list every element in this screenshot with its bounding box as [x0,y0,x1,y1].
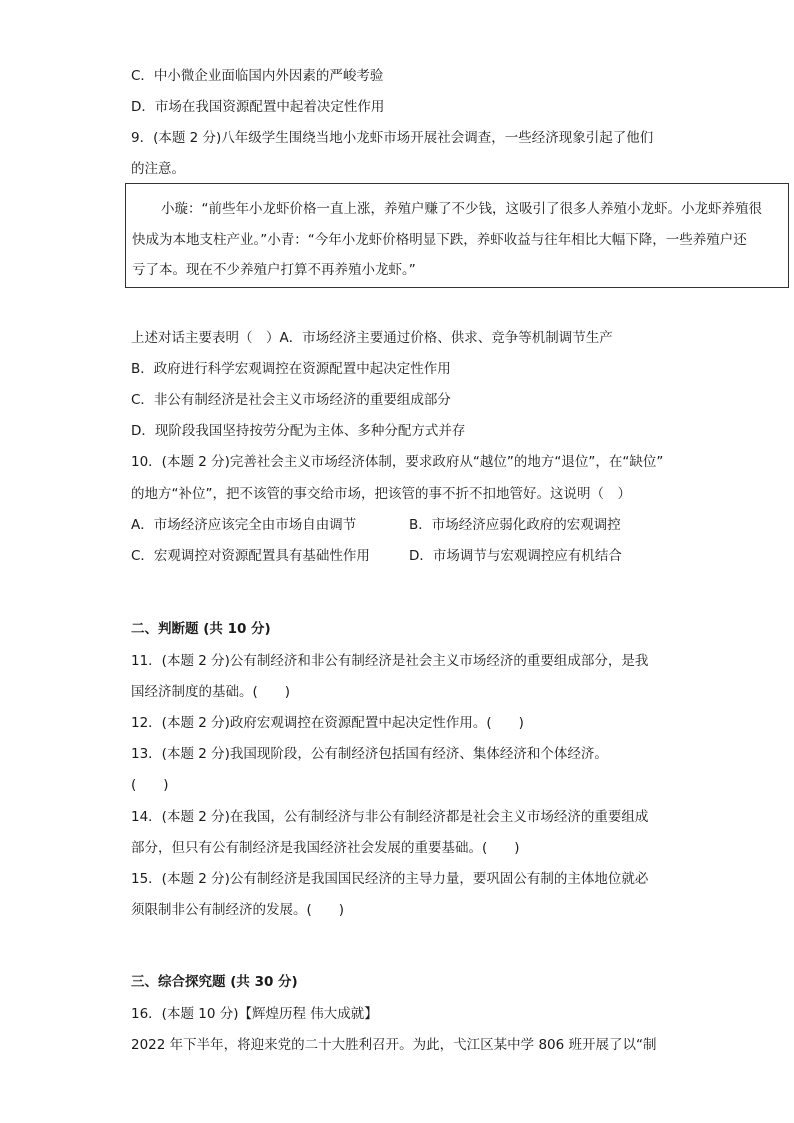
q9-quote-line2: 快成为本地支柱产业。”小青：“今年小龙虾价格明显下跌，养虾收益与往年相比大幅下降，一些养殖户还 [132,232,747,248]
q10-stem-line1: 10．(本题 2 分)完善社会主义市场经济体制，要求政府从“越位”的地方“退位”，在“缺位” [131,454,664,470]
q9-option-c: C．非公有制经济是社会主义市场经济的重要组成部分 [131,392,451,408]
q9-option-d: D．现阶段我国坚持按劳分配为主体、多种分配方式并存 [131,423,466,439]
q9-question-option-a: 上述对话主要表明（ ）A．市场经济主要通过价格、供求、竞争等机制调节生产 [131,330,613,346]
q12: 12．(本题 2 分)政府宏观调控在资源配置中起决定性作用。( ) [131,715,524,731]
q9-option-b: B．政府进行科学宏观调控在资源配置中起决定性作用 [131,361,451,377]
q9-quote-box [125,183,789,288]
q11-line2: 国经济制度的基础。( ) [131,684,291,700]
q9-quote-line1: 小璇：“前些年小龙虾价格一直上涨，养殖户赚了不少钱，这吸引了很多人养殖小龙虾。小龙虾养殖很 [161,201,762,217]
q14-line2: 部分，但只有公有制经济是我国经济社会发展的重要基础。( ) [131,840,520,856]
q9-stem-line1: 9．(本题 2 分)八年级学生围绕当地小龙虾市场开展社会调查，一些经济现象引起了他们 [131,130,654,146]
q10-option-a: A．市场经济应该完全由市场自由调节 [131,517,357,533]
q10-option-d: D．市场调节与宏观调控应有机结合 [409,548,622,564]
section3-heading: 三、综合探究题 (共 30 分) [131,974,298,990]
q10-option-b: B．市场经济应弱化政府的宏观调控 [409,517,621,533]
q13-line1: 13．(本题 2 分)我国现阶段，公有制经济包括国有经济、集体经济和个体经济。 [131,746,608,762]
q9-quote-line3: 亏了本。现在不少养殖户打算不再养殖小龙虾。” [132,262,416,278]
q10-option-c: C．宏观调控对资源配置具有基础性作用 [131,548,370,564]
q8-option-d: D．市场在我国资源配置中起着决定性作用 [131,99,385,115]
q10-stem-line2: 的地方“补位”，把不该管的事交给市场，把该管的事不折不扣地管好。这说明（ ） [131,486,631,502]
q8-option-c: C．中小微企业面临国内外因素的严峻考验 [131,68,384,84]
q13-line2: ( ) [131,777,169,793]
q15-line1: 15．(本题 2 分)公有制经济是我国国民经济的主导力量，要巩固公有制的主体地位就必 [131,871,649,887]
q16-title: 16．(本题 10 分)【辉煌历程 伟大成就】 [131,1006,378,1022]
q15-line2: 须限制非公有制经济的发展。( ) [131,902,345,918]
q9-stem-line2: 的注意。 [131,161,185,177]
section2-heading: 二、判断题 (共 10 分) [131,621,271,637]
q14-line1: 14．(本题 2 分)在我国，公有制经济与非公有制经济都是社会主义市场经济的重要组成 [131,809,649,825]
q11-line1: 11．(本题 2 分)公有制经济和非公有制经济是社会主义市场经济的重要组成部分，是我 [131,653,649,669]
q16-line1: 2022 年下半年，将迎来党的二十大胜利召开。为此，弋江区某中学 806 班开展了以“制 [131,1037,657,1053]
